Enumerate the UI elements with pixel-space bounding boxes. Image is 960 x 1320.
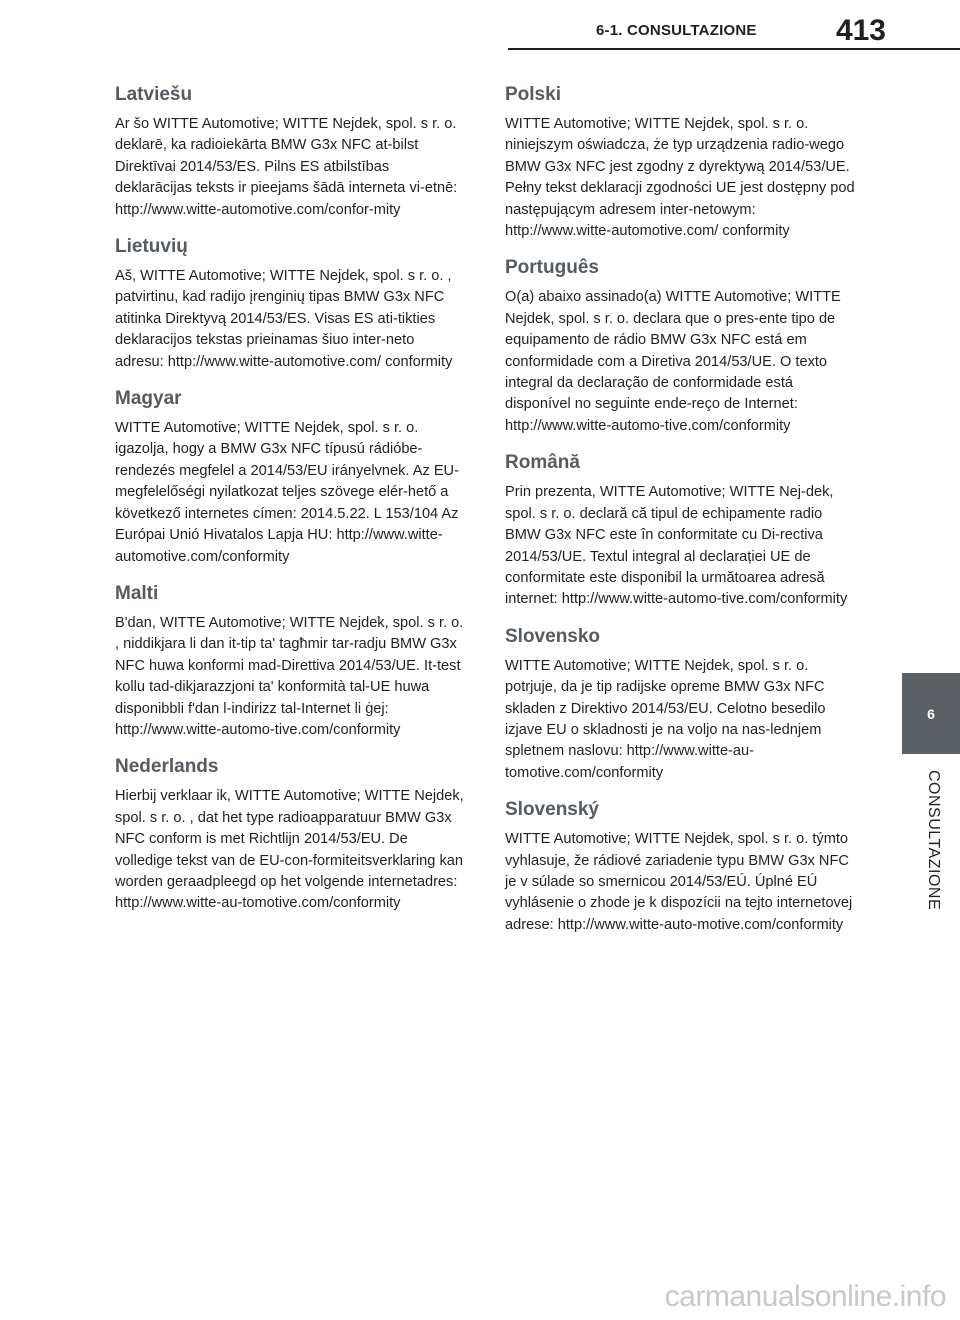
language-block-portuguese (505, 255, 855, 437)
declaration-text: B'dan, WITTE Automotive; WITTE Nejdek, spol. s r. o. , niddikjara li dan it-tip ta' tagħmir tar-radju BMW G3x NFC huwa konformi mad-Direttiva 2014/53/UE. It-test kollu tad-dikjarazzjoni ta' konformità tal-UE huwa disponibbli f'dan l-indirizz tal-Internet li ġej: http://www.witte-automo-tive.com/conformity (115, 614, 464, 738)
chapter-tab (902, 673, 960, 754)
language-block-lithuanian (115, 234, 465, 373)
declaration-text: O(a) abaixo assinado(a) WITTE Automotive; WITTE Nejdek, spol. s r. o. declara que o pres-ente tipo de equipamento de rádio BMW G3x NFC está em conformidade com a Diretiva 2014/53/UE. O texto integral da declaração de conformidade está disponível no seguinte ende-reço de Internet: http://www.witte-automo-tive.com/conformity (505, 289, 841, 434)
declaration-text: Aš, WITTE Automotive; WITTE Nejdek, spol. s r. o. , patvirtinu, kad radijo įrenginių tipas BMW G3x NFC atitinka Direktyvą 2014/53/ES. Visas ES ati-tikties deklaracijos tekstas prieinamas šiuo inter-neto adresu: http://www.witte-automotive.com/ conformity (115, 268, 453, 370)
language-heading: Slovenský (505, 799, 599, 821)
declaration-text: WITTE Automotive; WITTE Nejdek, spol. s r. o. potrjuje, da je tip radijske opreme BMW G3x NFC skladen z Direktivo 2014/53/EU. Celotno besedilo izjave EU o skladnosti je na voljo na nas-lednjem spletnem naslovu: http://www.witte-au-tomotive.com/conformity (505, 657, 826, 781)
language-block-maltese (115, 581, 465, 741)
chapter-side-label: CONSULTAZIONE (925, 770, 942, 911)
right-column (505, 82, 855, 949)
left-column (115, 82, 465, 928)
language-block-slovenian (505, 624, 855, 784)
declaration-text: WITTE Automotive; WITTE Nejdek, spol. s r. o. niniejszym oświadcza, że typ urządzenia radio-wego BMW G3x NFC jest zgodny z dyrektywą 2014/53/UE. Pełny tekst deklaracji zgodności UE jest dostępny pod następującym adresem inter-netowym: http://www.witte-automotive.com/ conformity (505, 116, 855, 240)
watermark: carmanualsonline.info (664, 1280, 946, 1313)
language-block-polish (505, 82, 855, 242)
language-heading: Magyar (115, 388, 182, 410)
declaration-text: Hierbij verklaar ik, WITTE Automotive; WITTE Nejdek, spol. s r. o. , dat het type radioapparatuur BMW G3x NFC conform is met Richtlijn 2014/53/EU. De volledige tekst van de EU-con-formiteitsverklaring kan worden geraadpleegd op het volgende internetadres: http://www.witte-au-tomotive.com/conformity (115, 788, 464, 912)
language-heading: Nederlands (115, 756, 219, 778)
language-heading: Português (505, 257, 599, 279)
declaration-text: Prin prezenta, WITTE Automotive; WITTE Nej-dek, spol. s r. o. declară că tipul de echipamente radio BMW G3x NFC este în conformitate cu Di-rectiva 2014/53/UE. Textul integral al declarației UE de conformitate este disponibil la următoarea adresă internet: http://www.witte-automo-tive.com/conformity (505, 484, 848, 608)
declaration-text: WITTE Automotive; WITTE Nejdek, spol. s r. o. týmto vyhlasuje, že rádiové zariadenie typu BMW G3x NFC je v súlade so smernicou 2014/53/EÚ. Úplné EÚ vyhlásenie o zhode je k dispozícii na tejto internetovej adrese: http://www.witte-auto-motive.com/conformity (505, 831, 853, 933)
language-heading: Latviešu (115, 84, 193, 105)
declaration-text: WITTE Automotive; WITTE Nejdek, spol. s r. o. igazolja, hogy a BMW G3x NFC típusú rádióbe-rendezés megfelel a 2014/53/EU irányelvnek. Az EU-megfelelőségi nyilatkozat teljes szövege elér-hető a következő internetes címen: 2014.5.22. L 153/104 Az Európai Unió Hivatalos Lapja HU: http://www.witte-automotive.com/conformity (115, 420, 459, 565)
language-block-slovak (505, 797, 855, 936)
language-heading: Slovensko (505, 625, 601, 647)
declaration-text: Ar šo WITTE Automotive; WITTE Nejdek, spol. s r. o. deklarē, ka radioiekārta BMW G3x NFC at-bilst Direktīvai 2014/53/ES. Pilns ES atbilstības deklarācijas teksts ir pieejams šādā interneta vi-etnē: http://www.witte-automotive.com/confor-mity (115, 116, 458, 218)
language-block-dutch (115, 754, 465, 914)
language-block-romanian (505, 450, 855, 610)
language-block-hungarian (115, 386, 465, 568)
page-number: 413 (835, 14, 886, 47)
chapter-tab-number: 6 (927, 705, 935, 722)
language-heading: Malti (115, 582, 159, 604)
language-heading: Română (505, 452, 580, 474)
header-rule (508, 48, 960, 50)
language-heading: Lietuvių (115, 236, 188, 258)
language-block-latvian (115, 82, 465, 221)
section-title: 6-1. CONSULTAZIONE (596, 22, 757, 39)
language-heading: Polski (505, 84, 561, 105)
